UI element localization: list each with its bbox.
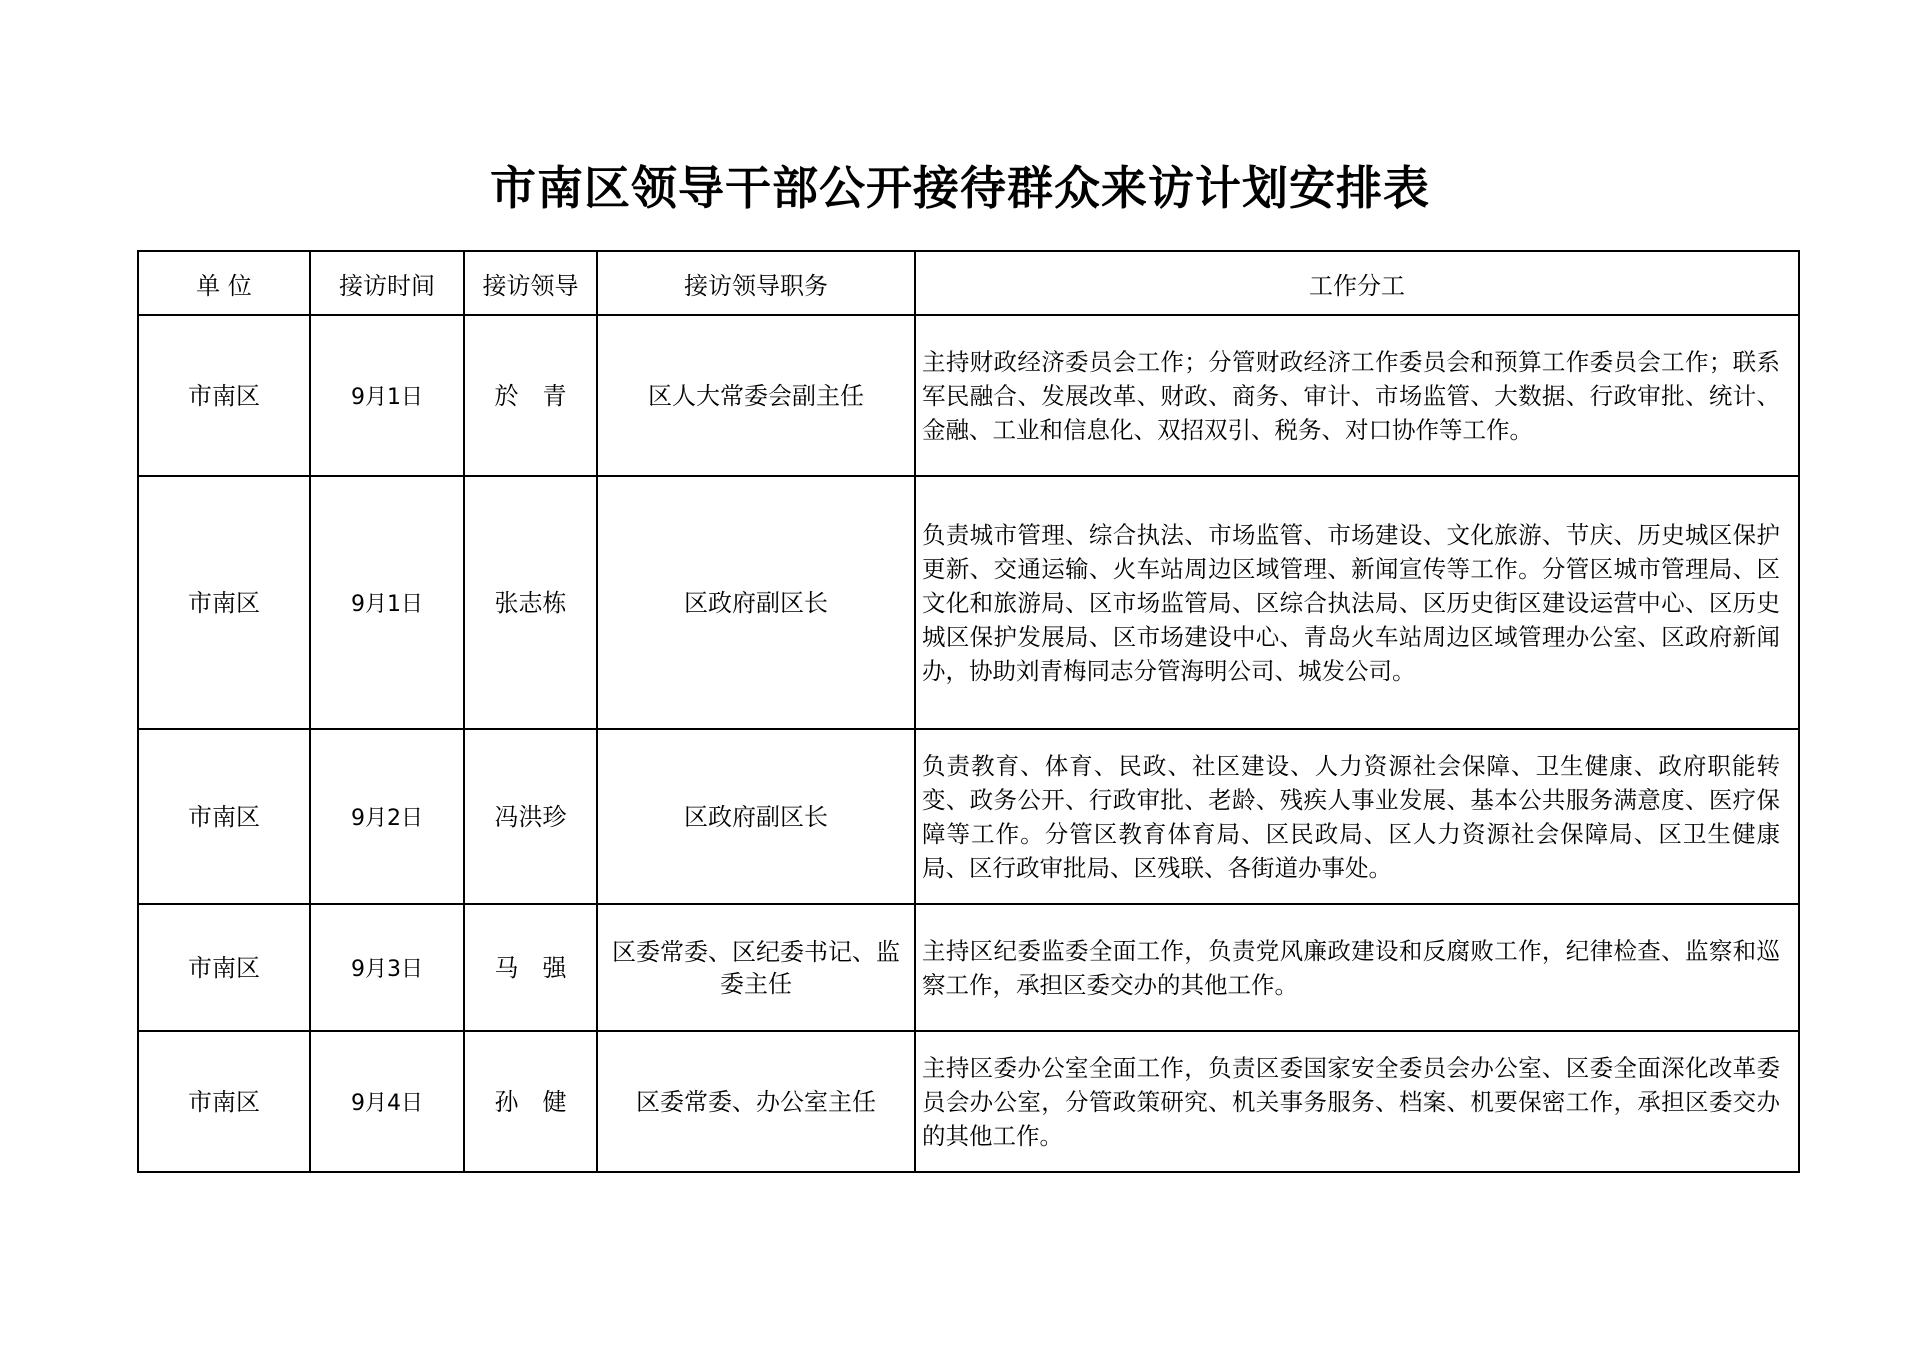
date-cell: 9月3日	[310, 904, 464, 1031]
table-header-row	[138, 251, 1799, 315]
schedule-table	[137, 250, 1800, 1173]
unit-cell: 市南区	[138, 315, 310, 476]
duties-cell: 主持区委办公室全面工作，负责区委国家安全委员会办公室、区委全面深化改革委员会办公室，分管政策研究、机关事务服务、档案、机要保密工作，承担区委交办的其他工作。	[915, 1031, 1799, 1172]
position-cell: 区委常委、区纪委书记、监委主任	[597, 904, 915, 1031]
table-row	[138, 315, 1799, 476]
table-row	[138, 904, 1799, 1031]
leader-cell: 孙 健	[464, 1031, 597, 1172]
table-row	[138, 1031, 1799, 1172]
position-cell: 区政府副区长	[597, 729, 915, 904]
unit-cell: 市南区	[138, 1031, 310, 1172]
table-row	[138, 476, 1799, 729]
leader-cell: 冯洪珍	[464, 729, 597, 904]
duties-cell: 负责教育、体育、民政、社区建设、人力资源社会保障、卫生健康、政府职能转变、政务公开、行政审批、老龄、残疾人事业发展、基本公共服务满意度、医疗保障等工作。分管区教育体育局、区民政局、区人力资源社会保障局、区卫生健康局、区行政审批局、区残联、各街道办事处。	[915, 729, 1799, 904]
header-position: 接访领导职务	[597, 251, 915, 315]
position-cell: 区人大常委会副主任	[597, 315, 915, 476]
unit-cell: 市南区	[138, 729, 310, 904]
position-cell: 区委常委、办公室主任	[597, 1031, 915, 1172]
header-leader: 接访领导	[464, 251, 597, 315]
header-duties: 工作分工	[915, 251, 1799, 315]
leader-cell: 马 强	[464, 904, 597, 1031]
unit-cell: 市南区	[138, 476, 310, 729]
page-title: 市南区领导干部公开接待群众来访计划安排表	[490, 161, 1430, 215]
leader-cell: 张志栋	[464, 476, 597, 729]
table-row	[138, 729, 1799, 904]
duties-cell: 主持财政经济委员会工作；分管财政经济工作委员会和预算工作委员会工作；联系军民融合、发展改革、财政、商务、审计、市场监管、大数据、行政审批、统计、金融、工业和信息化、双招双引、税务、对口协作等工作。	[915, 315, 1799, 476]
duties-cell: 负责城市管理、综合执法、市场监管、市场建设、文化旅游、节庆、历史城区保护更新、交通运输、火车站周边区域管理、新闻宣传等工作。分管区城市管理局、区文化和旅游局、区市场监管局、区综合执法局、区历史街区建设运营中心、区历史城区保护发展局、区市场建设中心、青岛火车站周边区域管理办公室、区政府新闻办，协助刘青梅同志分管海明公司、城发公司。	[915, 476, 1799, 729]
unit-cell: 市南区	[138, 904, 310, 1031]
header-unit: 单 位	[138, 251, 310, 315]
position-cell: 区政府副区长	[597, 476, 915, 729]
header-date: 接访时间	[310, 251, 464, 315]
duties-cell: 主持区纪委监委全面工作，负责党风廉政建设和反腐败工作，纪律检查、监察和巡察工作，承担区委交办的其他工作。	[915, 904, 1799, 1031]
date-cell: 9月2日	[310, 729, 464, 904]
leader-cell: 於 青	[464, 315, 597, 476]
date-cell: 9月1日	[310, 315, 464, 476]
date-cell: 9月4日	[310, 1031, 464, 1172]
date-cell: 9月1日	[310, 476, 464, 729]
